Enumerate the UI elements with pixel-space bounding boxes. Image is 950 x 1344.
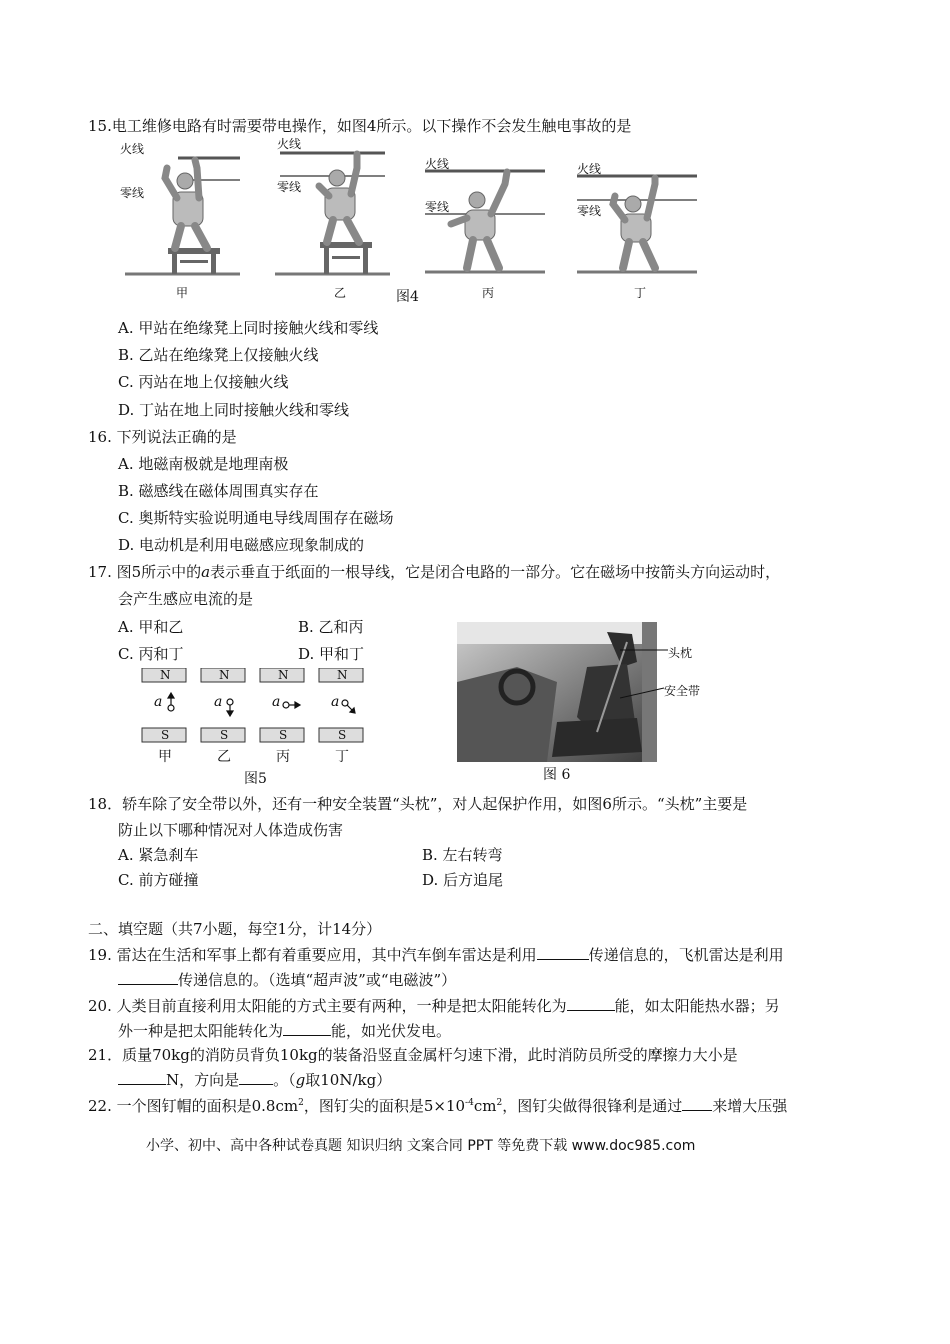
figure4-panel-jia <box>125 158 240 274</box>
q19-line2 <box>118 970 456 990</box>
q18-option-b: B. 左右转弯 <box>422 846 503 864</box>
q17-stem-var: a <box>201 563 211 581</box>
q21-blank-1 <box>118 1070 166 1085</box>
figure5-panel-jia: 甲 <box>158 749 172 765</box>
figure4-panel-label-yi: 乙 <box>334 286 347 300</box>
figure4-panel-label-ding: 丁 <box>634 286 647 300</box>
figure5-south-bing: S <box>279 728 288 742</box>
q17-option-c: C. 丙和丁 <box>118 645 184 663</box>
q17-stem-line1 <box>88 562 780 582</box>
q22-sup-1: 2 <box>298 1098 304 1108</box>
section2-title: 二、填空题（共7小题，每空1分，计14分） <box>88 920 382 938</box>
q21-line2 <box>118 1070 391 1090</box>
figure6-seatbelt-label: 安全带 <box>664 684 701 698</box>
q19-blank-1 <box>537 945 589 960</box>
figure5-wire-yi: a <box>214 694 223 710</box>
live-wire-label-ding: 火线 <box>577 162 602 176</box>
figure5-south-jia: S <box>161 728 170 742</box>
q20-blank-1 <box>567 996 615 1011</box>
figure4-panel-yi <box>275 153 390 274</box>
q19-blank-2 <box>118 970 178 985</box>
q22-part-e: 来增大压强 <box>712 1097 788 1115</box>
q15-option-b: B. 乙站在绝缘凳上仅接触火线 <box>118 346 319 364</box>
q19-line1-suffix: 传递信息的，飞机雷达是利用 <box>588 946 784 964</box>
q17-option-a: A. 甲和乙 <box>118 618 184 636</box>
figure5-north-ding: N <box>337 668 348 682</box>
figure4-panel-bing <box>425 171 545 272</box>
figure4-panel-label-jia: 甲 <box>176 286 189 300</box>
neutral-wire-label-ding: 零线 <box>577 204 602 218</box>
q19-line1-prefix: 19. 雷达在生活和军事上都有着重要应用，其中汽车倒车雷达是利用 <box>88 946 537 964</box>
neutral-wire-label-jia: 零线 <box>120 186 145 200</box>
q18-option-a: A. 紧急刹车 <box>118 846 199 864</box>
q22-sup-2: -4 <box>465 1098 474 1108</box>
neutral-wire-label-bing: 零线 <box>425 200 450 214</box>
q22-part-c: cm <box>473 1097 497 1115</box>
figure6-headrest-label: 头枕 <box>668 646 693 660</box>
q15-stem: 15.电工维修电路有时需要带电操作，如图4所示。以下操作不会发生触电事故的是 <box>88 117 632 135</box>
q16-option-a: A. 地磁南极就是地理南极 <box>118 455 289 473</box>
figure6-leader-lines <box>620 648 680 708</box>
q16-option-d: D. 电动机是利用电磁感应现象制成的 <box>118 536 365 554</box>
figure5-wire-bing: a <box>272 694 281 710</box>
q22-sup-3: 2 <box>496 1098 503 1108</box>
q20-line1 <box>88 996 780 1016</box>
q17-option-b: B. 乙和丙 <box>298 618 364 636</box>
figure5-caption: 图5 <box>244 771 267 787</box>
figure5-north-yi: N <box>219 668 230 682</box>
q21-line1: 21．质量70kg的消防员背负10kg的装备沿竖直金属杆匀速下滑，此时消防员所受的摩擦力大小是 <box>88 1046 738 1064</box>
figure5-panel-bing: 丙 <box>276 749 290 765</box>
figure5-north-bing: N <box>278 668 289 682</box>
q22-part-a: 22. 一个图钉帽的面积是0.8cm <box>88 1097 299 1115</box>
q22-part-d: ，图钉尖做得很锋利是通过 <box>502 1097 683 1115</box>
q20-line1-suffix: 能，如太阳能热水器；另 <box>614 997 780 1015</box>
q21-var-g: g <box>295 1071 306 1089</box>
q22-blank-1 <box>682 1096 712 1111</box>
q18-option-d: D. 后方追尾 <box>422 871 504 889</box>
q17-stem-line2: 会产生感应电流的是 <box>118 590 254 608</box>
q20-line1-prefix: 20. 人类目前直接利用太阳能的方式主要有两种，一种是把太阳能转化为 <box>88 997 567 1015</box>
figure4-caption: 图4 <box>396 289 419 305</box>
figure4-panel-ding <box>577 176 697 272</box>
live-wire-label-bing: 火线 <box>425 157 450 171</box>
figure5-panel-ding: 丁 <box>335 749 349 765</box>
figure4-panel-label-bing: 丙 <box>482 286 495 300</box>
q16-option-c: C. 奥斯特实验说明通电导线周围存在磁场 <box>118 509 394 527</box>
figure5-wire-ding: a <box>331 694 340 710</box>
q18-stem-line1: 18．轿车除了安全带以外，还有一种安全装置“头枕”，对人起保护作用，如图6所示。“头枕”主要是 <box>88 795 748 813</box>
q20-blank-2 <box>283 1021 331 1036</box>
q20-line2-suffix: 能，如光伏发电。 <box>331 1022 452 1040</box>
q16-option-b: B. 磁感线在磁体周围真实存在 <box>118 482 319 500</box>
q21-line2-b: 。（ <box>273 1071 296 1089</box>
q17-stem-prefix: 17. 图5所示中的 <box>88 563 202 581</box>
q19-line1 <box>88 945 784 965</box>
q21-blank-2 <box>239 1070 273 1085</box>
figure5-north-jia: N <box>160 668 171 682</box>
figure6-caption: 图 6 <box>543 767 571 783</box>
figure5-panel-yi: 乙 <box>217 749 231 765</box>
figure5-south-ding: S <box>338 728 347 742</box>
q21-line2-a: N，方向是 <box>166 1071 240 1089</box>
q18-option-c: C. 前方碰撞 <box>118 871 199 889</box>
live-wire-label-jia: 火线 <box>120 142 145 156</box>
neutral-wire-label-yi: 零线 <box>277 180 302 194</box>
live-wire-label-yi: 火线 <box>277 137 302 151</box>
q15-option-c: C. 丙站在地上仅接触火线 <box>118 373 289 391</box>
q18-stem-line2: 防止以下哪种情况对人体造成伤害 <box>118 821 344 839</box>
q15-option-a: A. 甲站在绝缘凳上同时接触火线和零线 <box>118 319 379 337</box>
figure5-wire-jia: a <box>154 694 163 710</box>
q21-line2-c: 取10N/kg） <box>305 1071 392 1089</box>
q22-line1 <box>88 1096 787 1116</box>
figure4-illustration <box>115 138 715 308</box>
q20-line2-prefix: 外一种是把太阳能转化为 <box>118 1022 284 1040</box>
q15-option-d: D. 丁站在地上同时接触火线和零线 <box>118 401 350 419</box>
q20-line2 <box>118 1021 451 1041</box>
q17-option-d: D. 甲和丁 <box>298 645 365 663</box>
q16-stem: 16. 下列说法正确的是 <box>88 428 237 446</box>
q17-stem-suffix: 表示垂直于纸面的一根导线，它是闭合电路的一部分。它在磁场中按箭头方向运动时， <box>210 563 781 581</box>
q22-part-b: ，图钉尖的面积是5×10 <box>303 1097 466 1115</box>
figure5-south-yi: S <box>220 728 229 742</box>
q19-line2-text: 传递信息的。（选填“超声波”或“电磁波”） <box>178 971 457 989</box>
page-footer: 小学、初中、高中各种试卷真题 知识归纳 文案合同 PPT 等免费下载 www.doc985.com <box>146 1138 696 1154</box>
